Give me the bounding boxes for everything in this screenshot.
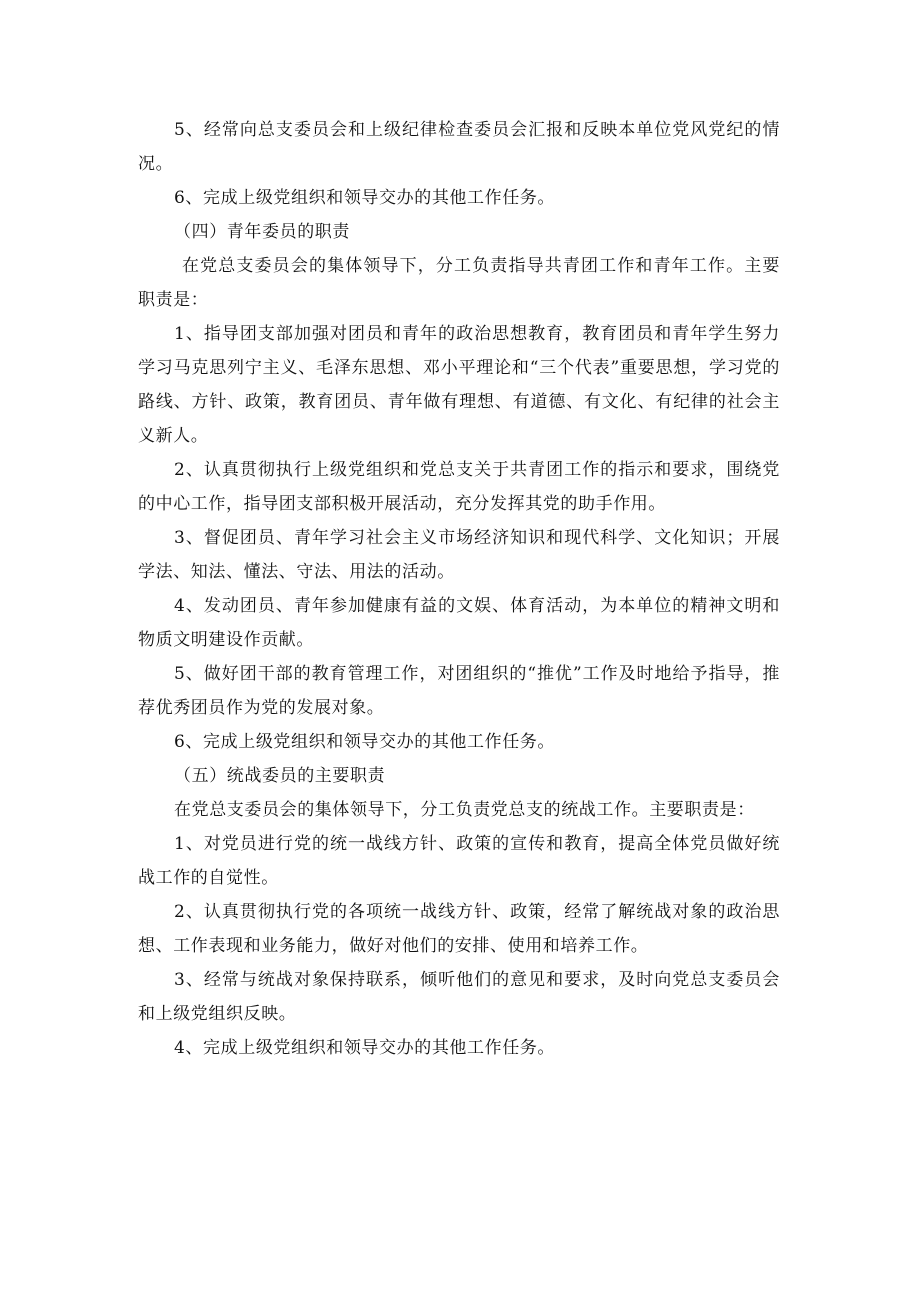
paragraph-youth-item-4: 4、发动团员、青年参加健康有益的文娱、体育活动，为本单位的精神文明和物质文明建设作贡献。 — [138, 596, 780, 650]
paragraph-youth-item-1: 1、指导团支部加强对团员和青年的政治思想教育，教育团员和青年学生努力学习马克思列宁主义、毛泽东思想、邓小平理论和“三个代表”重要思想，学习党的路线、方针、政策，教育团员、青年做有理想、有道德、有文化、有纪律的社会主义新人。 — [138, 324, 780, 446]
paragraph-united-front-item-1: 1、对党员进行党的统一战线方针、政策的宣传和教育，提高全体党员做好统战工作的自觉性。 — [138, 834, 780, 888]
paragraph-youth-item-3: 3、督促团员、青年学习社会主义市场经济知识和现代科学、文化知识；开展学法、知法、懂法、守法、用法的活动。 — [138, 528, 780, 582]
paragraph-youth-item-6: 6、完成上级党组织和领导交办的其他工作任务。 — [174, 732, 556, 752]
paragraph-youth-intro: 在党总支委员会的集体领导下，分工负责指导共青团工作和青年工作。主要职责是： — [138, 256, 780, 310]
section-heading-youth-member: （四）青年委员的职责 — [174, 222, 350, 242]
paragraph-united-front-item-2: 2、认真贯彻执行党的各项统一战线方针、政策，经常了解统战对象的政治思想、工作表现和业务能力，做好对他们的安排、使用和培养工作。 — [138, 902, 780, 956]
document-body — [138, 113, 780, 1065]
paragraph-united-front-intro: 在党总支委员会的集体领导下，分工负责党总支的统战工作。主要职责是： — [174, 800, 755, 820]
paragraph-united-front-item-4: 4、完成上级党组织和领导交办的其他工作任务。 — [174, 1038, 556, 1058]
paragraph-item-6-tasks: 6、完成上级党组织和领导交办的其他工作任务。 — [174, 188, 556, 208]
paragraph-youth-item-5: 5、做好团干部的教育管理工作，对团组织的“推优”工作及时地给予指导，推荐优秀团员作为党的发展对象。 — [138, 664, 780, 718]
paragraph-youth-item-2: 2、认真贯彻执行上级党组织和党总支关于共青团工作的指示和要求，围绕党的中心工作，指导团支部积极开展活动，充分发挥其党的助手作用。 — [138, 460, 780, 514]
section-heading-united-front-member: （五）统战委员的主要职责 — [174, 766, 386, 786]
paragraph-united-front-item-3: 3、经常与统战对象保持联系，倾听他们的意见和要求，及时向党总支委员会和上级党组织反映。 — [138, 970, 780, 1024]
paragraph-item-5-report: 5、经常向总支委员会和上级纪律检查委员会汇报和反映本单位党风党纪的情况。 — [138, 120, 780, 174]
